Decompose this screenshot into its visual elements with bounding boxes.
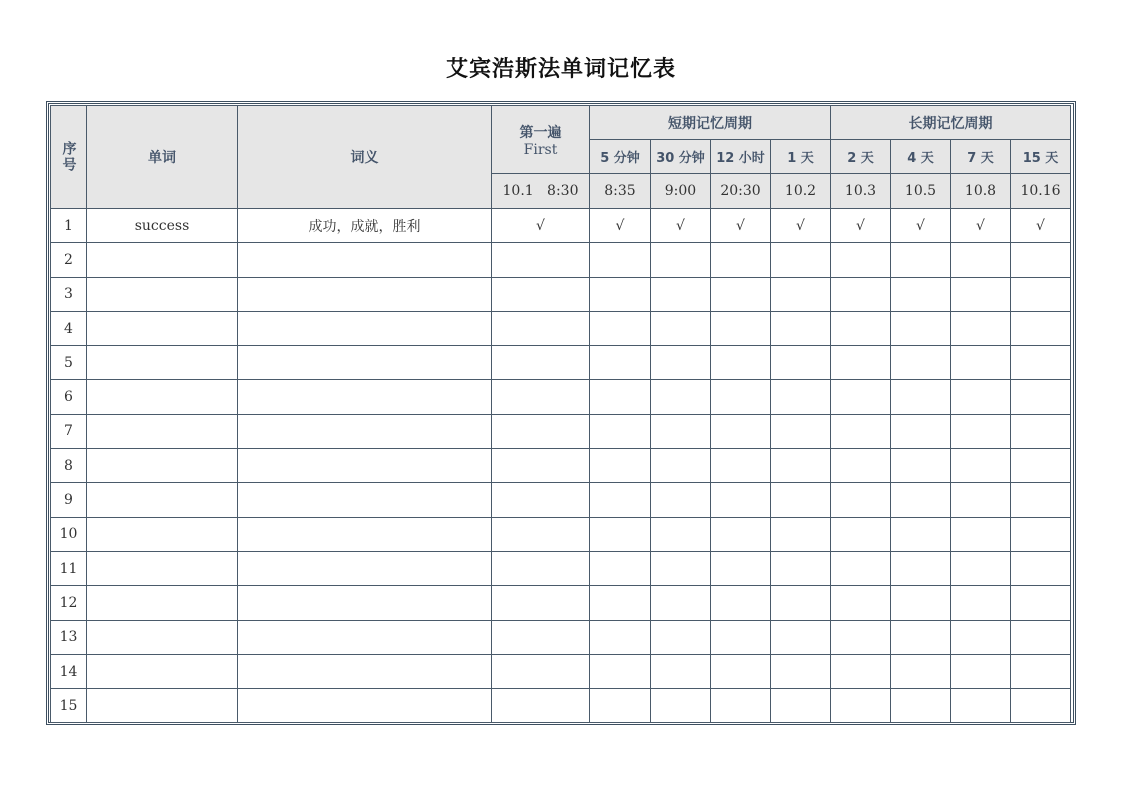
word-cell[interactable] (87, 277, 238, 311)
row-number: 11 (51, 551, 87, 585)
header-interval: 7 天 (951, 140, 1011, 174)
check-cell[interactable] (951, 483, 1011, 517)
check-cell[interactable] (1011, 654, 1071, 688)
check-cell[interactable] (711, 277, 771, 311)
check-cell[interactable] (590, 689, 651, 723)
memory-table (50, 105, 1071, 723)
header-interval: 12 小时 (711, 140, 771, 174)
check-cell[interactable] (492, 380, 590, 414)
check-cell[interactable] (590, 483, 651, 517)
check-cell[interactable] (951, 449, 1011, 483)
check-cell[interactable] (651, 277, 711, 311)
check-cell[interactable] (711, 551, 771, 585)
check-cell[interactable] (1011, 449, 1071, 483)
review-time: 10.8 (951, 174, 1011, 209)
row-number: 5 (51, 346, 87, 380)
row-number: 6 (51, 380, 87, 414)
check-cell[interactable] (711, 654, 771, 688)
check-cell[interactable] (651, 311, 711, 345)
header-interval: 2 天 (831, 140, 891, 174)
check-cell[interactable] (711, 483, 771, 517)
check-cell[interactable] (771, 689, 831, 723)
check-cell[interactable] (590, 311, 651, 345)
check-cell[interactable] (711, 517, 771, 551)
row-number: 13 (51, 620, 87, 654)
check-cell[interactable] (651, 517, 711, 551)
check-cell[interactable] (831, 414, 891, 448)
table-row (51, 346, 1071, 380)
review-time: 10.1 8:30 (492, 174, 590, 209)
check-cell[interactable] (891, 414, 951, 448)
table-row (51, 517, 1071, 551)
check-cell[interactable] (891, 346, 951, 380)
review-time: 10.3 (831, 174, 891, 209)
meaning-cell[interactable] (238, 449, 492, 483)
check-cell[interactable] (492, 654, 590, 688)
table-row (51, 209, 1071, 243)
table-row (51, 449, 1071, 483)
header-interval: 5 分钟 (590, 140, 651, 174)
check-cell[interactable] (711, 243, 771, 277)
header-interval: 1 天 (771, 140, 831, 174)
check-cell[interactable] (951, 277, 1011, 311)
check-cell[interactable] (1011, 551, 1071, 585)
header-meaning: 词义 (238, 106, 492, 209)
word-cell[interactable]: success (87, 209, 238, 243)
header-index: 序号 (51, 106, 87, 209)
check-cell[interactable] (891, 654, 951, 688)
check-cell[interactable] (492, 414, 590, 448)
check-cell[interactable] (771, 380, 831, 414)
check-cell[interactable] (831, 689, 891, 723)
check-cell[interactable] (590, 551, 651, 585)
table-row (51, 311, 1071, 345)
check-cell[interactable] (651, 654, 711, 688)
check-cell[interactable] (951, 517, 1011, 551)
check-cell[interactable]: √ (831, 209, 891, 243)
check-cell[interactable] (590, 243, 651, 277)
check-cell[interactable] (651, 551, 711, 585)
table-row (51, 483, 1071, 517)
check-cell[interactable]: √ (1011, 209, 1071, 243)
check-cell[interactable] (590, 586, 651, 620)
check-cell[interactable] (492, 277, 590, 311)
header-first-en: First (523, 141, 558, 158)
header-first-pass (492, 106, 590, 174)
row-number: 12 (51, 586, 87, 620)
row-number: 14 (51, 654, 87, 688)
table-row (51, 654, 1071, 688)
check-cell[interactable] (831, 449, 891, 483)
check-cell[interactable] (891, 483, 951, 517)
check-cell[interactable] (951, 346, 1011, 380)
meaning-cell[interactable] (238, 586, 492, 620)
check-cell[interactable] (771, 620, 831, 654)
review-time: 8:35 (590, 174, 651, 209)
check-cell[interactable] (831, 380, 891, 414)
word-cell[interactable] (87, 654, 238, 688)
check-cell[interactable] (1011, 689, 1071, 723)
meaning-cell[interactable] (238, 689, 492, 723)
word-cell[interactable] (87, 517, 238, 551)
check-cell[interactable] (831, 586, 891, 620)
word-cell[interactable] (87, 346, 238, 380)
check-cell[interactable] (771, 586, 831, 620)
check-cell[interactable] (891, 380, 951, 414)
check-cell[interactable] (590, 449, 651, 483)
meaning-cell[interactable]: 成功，成就，胜利 (238, 209, 492, 243)
table-row (51, 243, 1071, 277)
review-time: 10.5 (891, 174, 951, 209)
check-cell[interactable] (891, 311, 951, 345)
meaning-cell[interactable] (238, 551, 492, 585)
check-cell[interactable] (771, 311, 831, 345)
check-cell[interactable] (711, 449, 771, 483)
header-short-term: 短期记忆周期 (590, 106, 831, 140)
check-cell[interactable] (711, 620, 771, 654)
check-cell[interactable]: √ (711, 209, 771, 243)
word-cell[interactable] (87, 311, 238, 345)
check-cell[interactable] (1011, 483, 1071, 517)
row-number: 2 (51, 243, 87, 277)
check-cell[interactable] (951, 654, 1011, 688)
header-interval: 30 分钟 (651, 140, 711, 174)
meaning-cell[interactable] (238, 414, 492, 448)
word-cell[interactable] (87, 449, 238, 483)
check-cell[interactable] (771, 551, 831, 585)
check-cell[interactable] (492, 483, 590, 517)
check-cell[interactable] (1011, 380, 1071, 414)
check-cell[interactable] (951, 380, 1011, 414)
word-cell[interactable] (87, 689, 238, 723)
meaning-cell[interactable] (238, 483, 492, 517)
check-cell[interactable] (492, 517, 590, 551)
meaning-cell[interactable] (238, 517, 492, 551)
header-interval: 15 天 (1011, 140, 1071, 174)
header-long-term: 长期记忆周期 (831, 106, 1071, 140)
meaning-cell[interactable] (238, 380, 492, 414)
check-cell[interactable] (951, 414, 1011, 448)
header-first-cn: 第一遍 (519, 124, 562, 141)
check-cell[interactable] (1011, 277, 1071, 311)
row-number: 7 (51, 414, 87, 448)
check-cell[interactable] (831, 654, 891, 688)
check-cell[interactable] (492, 311, 590, 345)
table-row (51, 586, 1071, 620)
check-cell[interactable] (651, 243, 711, 277)
check-cell[interactable] (711, 586, 771, 620)
check-cell[interactable] (590, 620, 651, 654)
check-cell[interactable] (590, 414, 651, 448)
check-cell[interactable] (891, 551, 951, 585)
row-number: 15 (51, 689, 87, 723)
check-cell[interactable] (590, 346, 651, 380)
check-cell[interactable]: √ (951, 209, 1011, 243)
check-cell[interactable] (711, 689, 771, 723)
check-cell[interactable]: √ (492, 209, 590, 243)
check-cell[interactable] (711, 380, 771, 414)
memory-table-frame (46, 101, 1076, 725)
row-number: 8 (51, 449, 87, 483)
check-cell[interactable] (771, 654, 831, 688)
check-cell[interactable] (831, 483, 891, 517)
check-cell[interactable] (1011, 620, 1071, 654)
check-cell[interactable] (651, 483, 711, 517)
meaning-cell[interactable] (238, 243, 492, 277)
review-time: 10.2 (771, 174, 831, 209)
row-number: 3 (51, 277, 87, 311)
check-cell[interactable] (831, 551, 891, 585)
review-time: 20:30 (711, 174, 771, 209)
check-cell[interactable] (492, 449, 590, 483)
check-cell[interactable] (891, 620, 951, 654)
word-cell[interactable] (87, 243, 238, 277)
check-cell[interactable] (492, 346, 590, 380)
check-cell[interactable] (771, 449, 831, 483)
check-cell[interactable] (831, 517, 891, 551)
check-cell[interactable] (831, 311, 891, 345)
check-cell[interactable] (711, 414, 771, 448)
meaning-cell[interactable] (238, 277, 492, 311)
check-cell[interactable] (492, 586, 590, 620)
meaning-cell[interactable] (238, 346, 492, 380)
row-number: 9 (51, 483, 87, 517)
table-row (51, 551, 1071, 585)
check-cell[interactable] (771, 483, 831, 517)
check-cell[interactable] (891, 449, 951, 483)
table-row (51, 277, 1071, 311)
check-cell[interactable]: √ (891, 209, 951, 243)
check-cell[interactable] (492, 243, 590, 277)
check-cell[interactable] (771, 346, 831, 380)
row-number: 1 (51, 209, 87, 243)
check-cell[interactable] (1011, 243, 1071, 277)
table-row (51, 689, 1071, 723)
check-cell[interactable] (771, 414, 831, 448)
check-cell[interactable] (711, 311, 771, 345)
word-cell[interactable] (87, 551, 238, 585)
check-cell[interactable] (951, 620, 1011, 654)
check-cell[interactable] (771, 517, 831, 551)
word-cell[interactable] (87, 414, 238, 448)
check-cell[interactable] (492, 689, 590, 723)
table-row (51, 414, 1071, 448)
check-cell[interactable] (492, 620, 590, 654)
header-interval: 4 天 (891, 140, 951, 174)
check-cell[interactable] (651, 689, 711, 723)
check-cell[interactable] (771, 277, 831, 311)
check-cell[interactable] (1011, 311, 1071, 345)
meaning-cell[interactable] (238, 311, 492, 345)
check-cell[interactable] (951, 689, 1011, 723)
check-cell[interactable] (590, 517, 651, 551)
check-cell[interactable] (651, 346, 711, 380)
table-row (51, 380, 1071, 414)
word-cell[interactable] (87, 620, 238, 654)
word-cell[interactable] (87, 380, 238, 414)
check-cell[interactable] (651, 620, 711, 654)
check-cell[interactable] (891, 243, 951, 277)
check-cell[interactable]: √ (651, 209, 711, 243)
review-time: 9:00 (651, 174, 711, 209)
check-cell[interactable] (590, 380, 651, 414)
check-cell[interactable] (831, 243, 891, 277)
table-row (51, 620, 1071, 654)
check-cell[interactable] (711, 346, 771, 380)
check-cell[interactable] (590, 277, 651, 311)
header-word: 单词 (87, 106, 238, 209)
check-cell[interactable] (951, 551, 1011, 585)
check-cell[interactable] (492, 551, 590, 585)
meaning-cell[interactable] (238, 620, 492, 654)
row-number: 10 (51, 517, 87, 551)
check-cell[interactable] (590, 654, 651, 688)
check-cell[interactable] (891, 277, 951, 311)
check-cell[interactable] (1011, 414, 1071, 448)
check-cell[interactable] (891, 689, 951, 723)
review-time: 10.16 (1011, 174, 1071, 209)
check-cell[interactable] (1011, 586, 1071, 620)
check-cell[interactable]: √ (771, 209, 831, 243)
check-cell[interactable] (951, 243, 1011, 277)
check-cell[interactable] (651, 380, 711, 414)
check-cell[interactable] (891, 517, 951, 551)
check-cell[interactable] (951, 311, 1011, 345)
check-cell[interactable] (1011, 517, 1071, 551)
check-cell[interactable] (891, 586, 951, 620)
check-cell[interactable] (831, 620, 891, 654)
word-cell[interactable] (87, 586, 238, 620)
row-number: 4 (51, 311, 87, 345)
check-cell[interactable] (831, 277, 891, 311)
check-cell[interactable] (771, 243, 831, 277)
check-cell[interactable] (651, 414, 711, 448)
check-cell[interactable]: √ (590, 209, 651, 243)
word-cell[interactable] (87, 483, 238, 517)
check-cell[interactable] (1011, 346, 1071, 380)
meaning-cell[interactable] (238, 654, 492, 688)
check-cell[interactable] (651, 586, 711, 620)
page-title: 艾宾浩斯法单词记忆表 (445, 57, 676, 82)
check-cell[interactable] (651, 449, 711, 483)
check-cell[interactable] (831, 346, 891, 380)
check-cell[interactable] (951, 586, 1011, 620)
